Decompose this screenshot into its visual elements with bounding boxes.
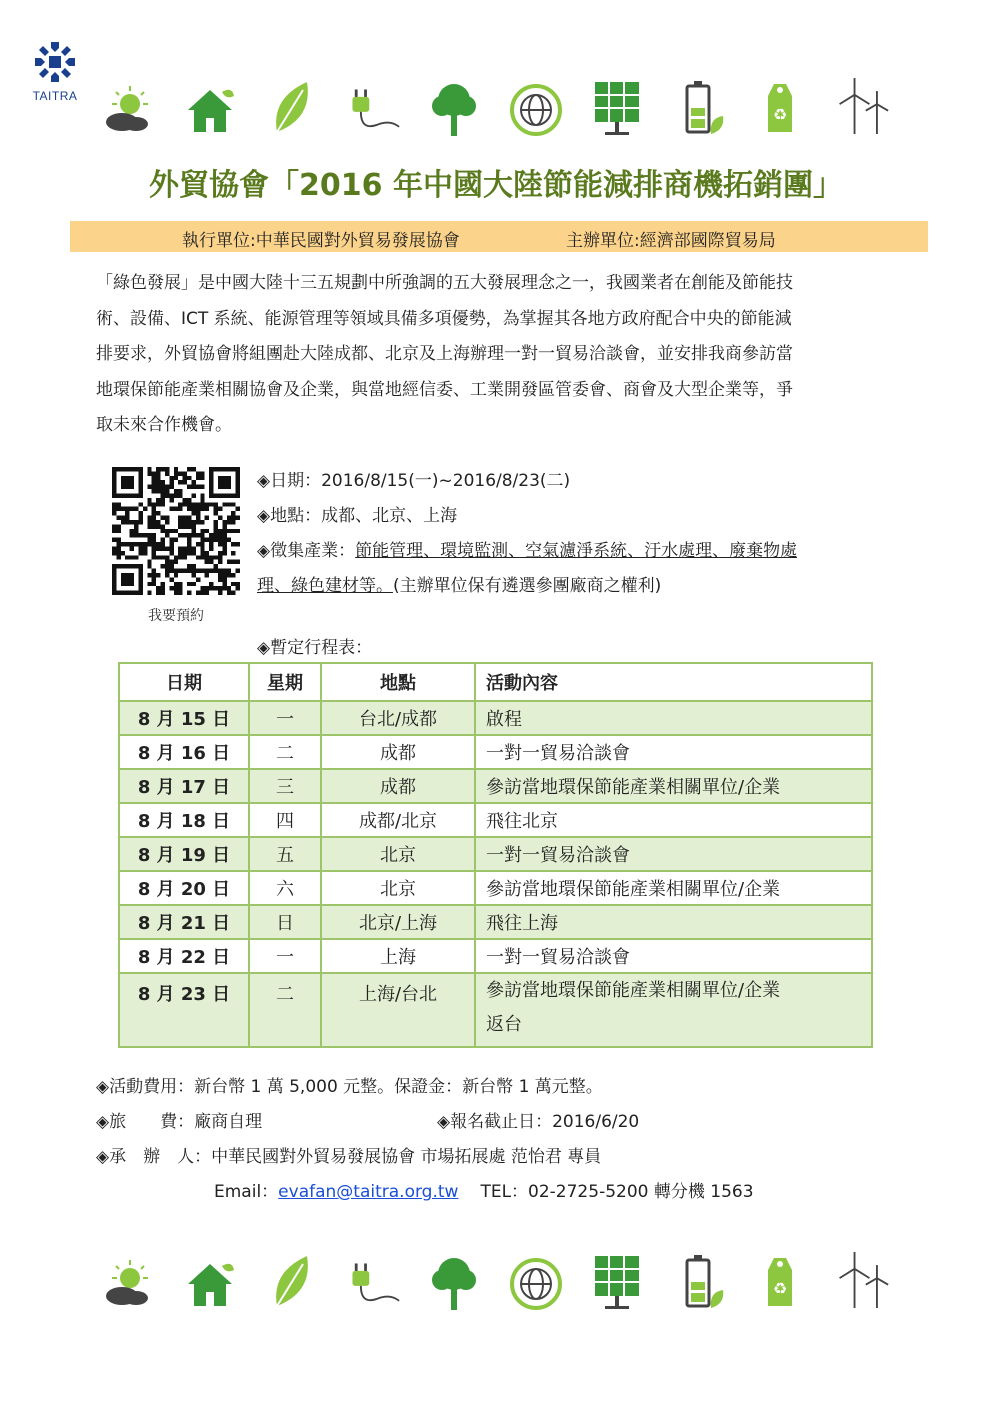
table-row: [119, 905, 872, 939]
table-row: [119, 701, 872, 735]
organizer-label: 主辦單位:經濟部國際貿易局: [566, 231, 776, 251]
contact-line: ◈承 辦 人：中華民國對外貿易發展協會 市場拓展處 范怡君 專員: [96, 1147, 602, 1167]
info-industries: [257, 536, 917, 561]
qr-finder-center: [121, 476, 134, 489]
cell-date: 8 月 22 日: [119, 939, 249, 973]
cell-date: 8 月 21 日: [119, 905, 249, 939]
cell-activity: [475, 973, 872, 1047]
cell-activity: 一對一貿易洽談會: [475, 939, 872, 973]
cell-weekday: 四: [249, 803, 321, 837]
cell-date: 8 月 15 日: [119, 701, 249, 735]
taitra-logo: [28, 40, 82, 103]
cell-date: 8 月 20 日: [119, 871, 249, 905]
activity-line: 參訪當地環保節能產業相關單位/企業: [486, 980, 781, 1001]
fee-line: ◈活動費用：新台幣 1 萬 5,000 元整。保證金：新台幣 1 萬元整。: [96, 1077, 603, 1097]
intro-line: 取未來合作機會。: [96, 415, 232, 435]
house-leaf-icon: [182, 1250, 238, 1312]
schedule-title-text: 暫定行程表：: [270, 638, 373, 658]
cell-place: 北京: [321, 837, 475, 871]
cell-weekday: 一: [249, 939, 321, 973]
header-place: 地點: [321, 663, 475, 701]
header-weekday: 星期: [249, 663, 321, 701]
cell-activity: 一對一貿易洽談會: [475, 837, 872, 871]
page-title: 外貿協會「2016 年中國大陸節能減排商機拓銷團」: [149, 168, 843, 203]
email-link[interactable]: evafan@taitra.org.tw: [278, 1182, 459, 1202]
email-line: [214, 1177, 754, 1202]
cell-activity: 飛往北京: [475, 803, 872, 837]
table-header-row: [119, 663, 872, 701]
diamond-bullet-icon: ◈: [257, 506, 271, 526]
executor-label: 執行單位:中華民國對外貿易發展協會: [182, 231, 460, 251]
house-leaf-icon: [182, 76, 238, 138]
cell-place: 北京: [321, 871, 475, 905]
info-place: [257, 501, 917, 526]
intro-line: 排要求，外貿協會將組團赴大陸成都、北京及上海辦理一對一貿易洽談會，並安排我商參訪當: [96, 344, 793, 364]
travel-line: [96, 1107, 262, 1132]
header-activity: 活動內容: [475, 663, 872, 701]
battery-icon: [671, 76, 727, 138]
solar-panel-icon: [589, 76, 645, 138]
schedule-title: [257, 633, 917, 658]
cell-place: 成都: [321, 735, 475, 769]
cell-activity: 一對一貿易洽談會: [475, 735, 872, 769]
taitra-logo-icon: [33, 40, 77, 84]
plug-icon: [345, 76, 401, 138]
wind-turbine-icon: [834, 1250, 890, 1312]
intro-paragraph: [96, 266, 908, 444]
industries-note: (主辦單位保有遴選參團廠商之權利): [393, 576, 662, 596]
industries-list-cont: 理、綠色建材等。: [257, 576, 393, 596]
cell-activity: 飛往上海: [475, 905, 872, 939]
info-industries-cont: [257, 571, 917, 596]
cell-weekday: 一: [249, 701, 321, 735]
cell-date: 8 月 16 日: [119, 735, 249, 769]
cell-date: 8 月 19 日: [119, 837, 249, 871]
cell-activity: 參訪當地環保節能產業相關單位/企業: [475, 769, 872, 803]
cell-place: 成都/北京: [321, 803, 475, 837]
industries-label: 徵集產業：: [270, 541, 356, 561]
table-row: [119, 973, 872, 1047]
qr-code[interactable]: [112, 467, 240, 595]
recycle-bag-icon: [752, 1250, 808, 1312]
info-date: [257, 466, 917, 491]
sun-cloud-icon: [100, 1250, 156, 1312]
cell-weekday: 二: [249, 973, 321, 1047]
industries-list: 節能管理、環境監測、空氣濾淨系統、汙水處理、廢棄物處: [355, 541, 798, 561]
qr-caption: 我要預約: [148, 608, 204, 624]
qr-finder-center: [218, 476, 231, 489]
cell-place: 上海: [321, 939, 475, 973]
svg-text:♻: ♻: [773, 105, 788, 124]
sun-cloud-icon: [100, 76, 156, 138]
eco-icon-row-bottom: [100, 1242, 890, 1312]
table-row: [119, 871, 872, 905]
logo-text: TAITRA: [32, 89, 78, 103]
tree-icon: [426, 76, 482, 138]
svg-text:♻: ♻: [773, 1279, 788, 1298]
intro-line: 地環保節能產業相關協會及企業，與當地經信委、工業開發區管委會、商會及大型企業等，爭: [96, 379, 793, 400]
cell-date: 8 月 18 日: [119, 803, 249, 837]
cell-weekday: 五: [249, 837, 321, 871]
activity-line: 返台: [486, 1014, 522, 1035]
deadline-line: ◈報名截止日：2016/6/20: [437, 1112, 640, 1132]
table-row: [119, 939, 872, 973]
cell-place: 北京/上海: [321, 905, 475, 939]
leaf-icon: [263, 76, 319, 138]
cell-activity: 啟程: [475, 701, 872, 735]
cell-weekday: 日: [249, 905, 321, 939]
date-text: 日期：2016/8/15(一)~2016/8/23(二): [270, 471, 571, 491]
cell-place: 成都: [321, 769, 475, 803]
table-row: [119, 769, 872, 803]
qr-finder-center: [121, 573, 134, 586]
organizer-banner: [70, 221, 928, 252]
solar-panel-icon: [589, 1250, 645, 1312]
cell-date: 8 月 23 日: [119, 973, 249, 1047]
recycle-bag-icon: [752, 76, 808, 138]
diamond-bullet-icon: ◈: [257, 471, 271, 491]
intro-line: 術、設備、ICT 系統、能源管理等領域具備多項優勢，為掌握其各地方政府配合中央的節能減: [96, 308, 792, 329]
cell-date: 8 月 17 日: [119, 769, 249, 803]
travel-value: 廠商自理: [194, 1112, 263, 1132]
tree-icon: [426, 1250, 482, 1312]
cell-activity: 參訪當地環保節能產業相關單位/企業: [475, 871, 872, 905]
email-label: Email：: [214, 1182, 279, 1202]
tel-text: TEL：02-2725-5200 轉分機 1563: [480, 1182, 754, 1202]
table-row: [119, 803, 872, 837]
cell-place: 台北/成都: [321, 701, 475, 735]
cell-weekday: 二: [249, 735, 321, 769]
battery-icon: [671, 1250, 727, 1312]
diamond-bullet-icon: ◈: [257, 638, 271, 658]
wind-turbine-icon: [834, 76, 890, 138]
globe-recycle-icon: [508, 1250, 564, 1312]
table-row: [119, 735, 872, 769]
cell-weekday: 六: [249, 871, 321, 905]
eco-icon-row-top: [100, 68, 890, 138]
plug-icon: [345, 1250, 401, 1312]
place-text: 地點：成都、北京、上海: [270, 506, 458, 526]
schedule-table: [118, 662, 873, 1048]
table-row: [119, 837, 872, 871]
intro-line: 「綠色發展」是中國大陸十三五規劃中所強調的五大發展理念之一，我國業者在創能及節能技: [96, 273, 793, 293]
travel-label: ◈旅 費：: [96, 1112, 195, 1132]
cell-weekday: 三: [249, 769, 321, 803]
leaf-icon: [263, 1250, 319, 1312]
globe-recycle-icon: [508, 76, 564, 138]
diamond-bullet-icon: ◈: [257, 541, 271, 561]
header-date: 日期: [119, 663, 249, 701]
cell-place: 上海/台北: [321, 973, 475, 1047]
